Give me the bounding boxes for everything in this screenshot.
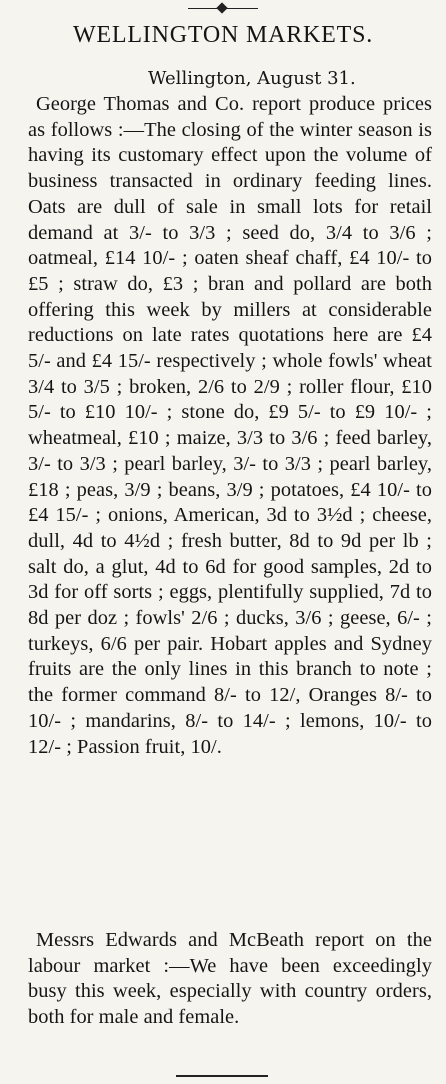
- bottom-divider-rule: [176, 1075, 268, 1077]
- article-paragraph-produce-report: George Thomas and Co. report produce prices as follows :—The closing of the winter season is having its customary effect upon the volume of business transacted in ordinary feeding lines. Oats are dull of sale in small lots for retail demand at 3/- to 3/3 ; seed do, 3/4 to 3/6 ; oatmeal, £14 10/- ; oaten sheaf chaff, £4 10/- to £5 ; straw do, £3 ; bran and pollard are both offering this week by millers at considerable reductions on late rates quotations here are £4 5/- and £4 15/- respectively ; whole fowls' wheat 3/4 to 3/5 ; broken, 2/6 to 2/9 ; roller flour, £10 5/- to £10 10/- ; stone do, £9 5/- to £9 10/- ; wheatmeal, £10 ; maize, 3/3 to 3/6 ; feed barley, 3/- to 3/3 ; pearl barley, 3/- to 3/3 ; pearl barley, £18 ; peas, 3/9 ; beans, 3/9 ; potatoes, £4 10/- to £4 15/- ; onions, American, 3d to 3½d ; cheese, dull, 4d to 4½d ; fresh butter, 8d to 9d per lb ; salt do, a glut, 4d to 6d for good samples, 2d to 3d for off sorts ; eggs, plentifully supplied, 7d to 8d per doz ; fowls' 2/6 ; ducks, 3/6 ; geese, 6/- ; turkeys, 6/6 per pair. Hobart apples and Sydney fruits are the only lines in this branch to note ; the former command 8/- to 12/, Oranges 8/- to 10/- ; mandarins, 8/- to 14/- ; lemons, 10/- to 12/- ; Passion fruit, 10/.: [28, 93, 432, 758]
- article-headline: WELLINGTON MARKETS.: [72, 22, 374, 48]
- article-dateline: Wellington, August 31.: [148, 68, 356, 89]
- article-paragraph-labour-report: Messrs Edwards and McBeath report on the labour market :—We have been exceedingly busy this week, especially with country orders, both for male and female.: [28, 929, 432, 1029]
- diamond-ornament-icon: [216, 2, 227, 13]
